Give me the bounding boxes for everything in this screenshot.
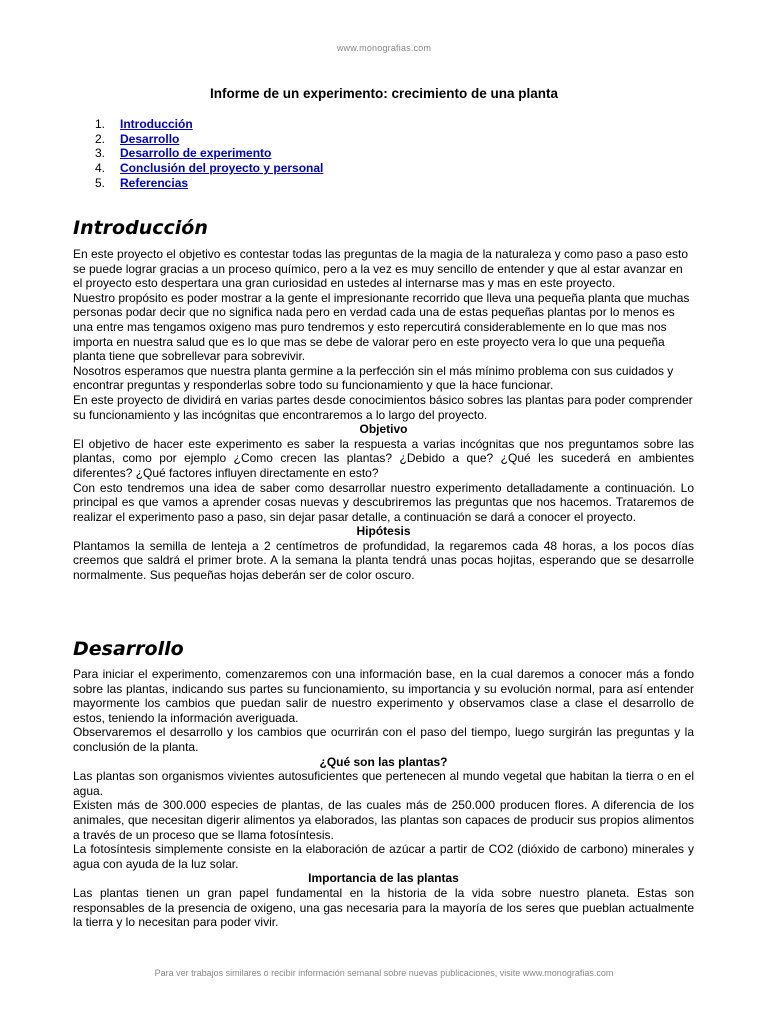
toc-link-desarrollo[interactable]: Desarrollo (120, 131, 180, 146)
desarrollo-section (73, 667, 694, 930)
paragraph: El objetivo de hacer este experimento es saber la respuesta a varias incógnitas que nos preguntamos sobre las plantas, como por ejemplo ¿Como crecen las plantas? ¿Debido a que? ¿Qué les sucederá en ambientes diferentes? ¿Qué factores influyen directamente en esto? (73, 436, 694, 480)
paragraph: En este proyecto el objetivo es contestar todas las preguntas de la magia de la naturaleza y como paso a paso esto se puede lograr gracias a un proceso químico, pero a la vez es muy sencillo de entender y que al estar avanzar en el proyecto esto despertara una gran curiosidad en ustedes al internarse mas y mas en este proyecto. (73, 247, 689, 291)
paragraph: La fotosíntesis simplemente consiste en la elaboración de azúcar a partir de CO2 (dióxido de carbono) minerales y agua con ayuda de la luz solar. (73, 842, 694, 871)
toc-number: 4. (95, 161, 106, 176)
toc-link-conclusion[interactable]: Conclusión del proyecto y personal (120, 161, 324, 176)
toc-link-referencias[interactable]: Referencias (120, 175, 189, 190)
toc-item (95, 132, 323, 147)
subheading-importancia: Importancia de las plantas (308, 871, 459, 886)
site-header[interactable]: www.monografias.com (336, 43, 432, 53)
toc-number: 2. (95, 131, 106, 146)
subheading-que-son-las-plantas: ¿Qué son las plantas? (319, 754, 448, 769)
toc-item (95, 146, 323, 161)
paragraph: Las plantas son organismos vivientes autosuficientes que pertenecen al mundo vegetal que habitan la tierra o en el agua. (73, 769, 694, 798)
paragraph: Las plantas tienen un gran papel fundamental en la historia de la vida sobre nuestro planeta. Estas son responsables de la presencia de oxigeno, una gas necesaria para la mayoría de los seres que pueblan actualmente la tierra y lo necesitan para poder vivir. (73, 885, 694, 930)
toc-link-introduccion[interactable]: Introducción (120, 117, 193, 131)
toc-number: 3. (95, 146, 106, 161)
paragraph: Plantamos la semilla de lenteja a 2 centímetros de profundidad, la regaremos cada 48 horas, a los pocos días creemos que saldrá el primer brote. A la semana la planta tendrá unas pocas hojitas, esperando que se desarrolle normalmente. Sus pequeñas hojas deberán ser de color oscuro. (73, 538, 694, 583)
page-footer[interactable]: Para ver trabajos similares o recibir información semanal sobre nuevas publicaciones, visite www.monografias.com (154, 968, 614, 978)
toc-item (95, 176, 323, 191)
paragraph: Con esto tendremos una idea de saber como desarrollar nuestro experimento detalladamente a continuación. Lo principal es que vamos a aprender cosas nuevas y descubriremos las preguntas que nos hacemos. Trataremos de realizar el experimento paso a paso, sin dejar pasar detalle, a continuación se dará a conocer el proyecto. (73, 480, 694, 524)
section-heading-desarrollo: Desarrollo (73, 638, 184, 660)
toc-link-desarrollo-experimento[interactable]: Desarrollo de experimento (120, 146, 272, 161)
paragraph: Nosotros esperamos que nuestra planta germine a la perfección sin el más mínimo problema con sus cuidados y encontrar preguntas y responderlas sobre todo su funcionamiento y que la hace funcionar. (73, 363, 674, 393)
table-of-contents (95, 117, 323, 191)
paragraph: Observaremos el desarrollo y los cambios que ocurrirán con el paso del tiempo, luego surgirán las preguntas y la conclusión de la planta. (73, 725, 694, 754)
intro-section (73, 247, 694, 583)
toc-number: 5. (95, 175, 106, 190)
section-heading-introduccion: Introducción (73, 217, 208, 239)
subheading-hipotesis: Hipótesis (356, 524, 411, 539)
toc-number: 1. (95, 117, 106, 131)
toc-item (95, 117, 323, 132)
paragraph: En este proyecto de dividirá en varias partes desde conocimientos básico sobres las plantas para poder comprender su funcionamiento y las incógnitas que encontraremos a lo largo del proyecto. (73, 392, 693, 422)
toc-item (95, 161, 323, 176)
paragraph: Existen más de 300.000 especies de plantas, de las cuales más de 250.000 producen flores. A diferencia de los animales, que necesitan digerir alimentos ya elaborados, las plantas son capaces de producir sus propios alimentos a través de un proceso que se llama fotosíntesis. (73, 798, 694, 842)
subheading-objetivo: Objetivo (359, 422, 408, 437)
document-title: Informe de un experimento: crecimiento de una planta (209, 86, 559, 101)
paragraph: Para iniciar el experimento, comenzaremos con una información base, en la cual daremos a conocer más a fondo sobre las plantas, indicando sus partes su funcionamiento, su importancia y su evolución normal, para así entender mayormente los cambios que puedan salir de nuestro experimento y observamos clase a clase el desarrollo de estos, teniendo la información averiguada. (73, 667, 694, 725)
paragraph: Nuestro propósito es poder mostrar a la gente el impresionante recorrido que lleva una pequeña planta que muchas personas podar decir que no significa nada pero en verdad cada una de estas pequeñas plantas por lo menos es una entre mas tengamos oxigeno mas puro tendremos y esto repercutirá considerablemente en lo que mas nos importa en nuestra salud que es lo que mas se debe de valorar pero en este proyecto vera lo que una pequeña planta tiene que sobrellevar para sobrevivir. (73, 290, 690, 364)
